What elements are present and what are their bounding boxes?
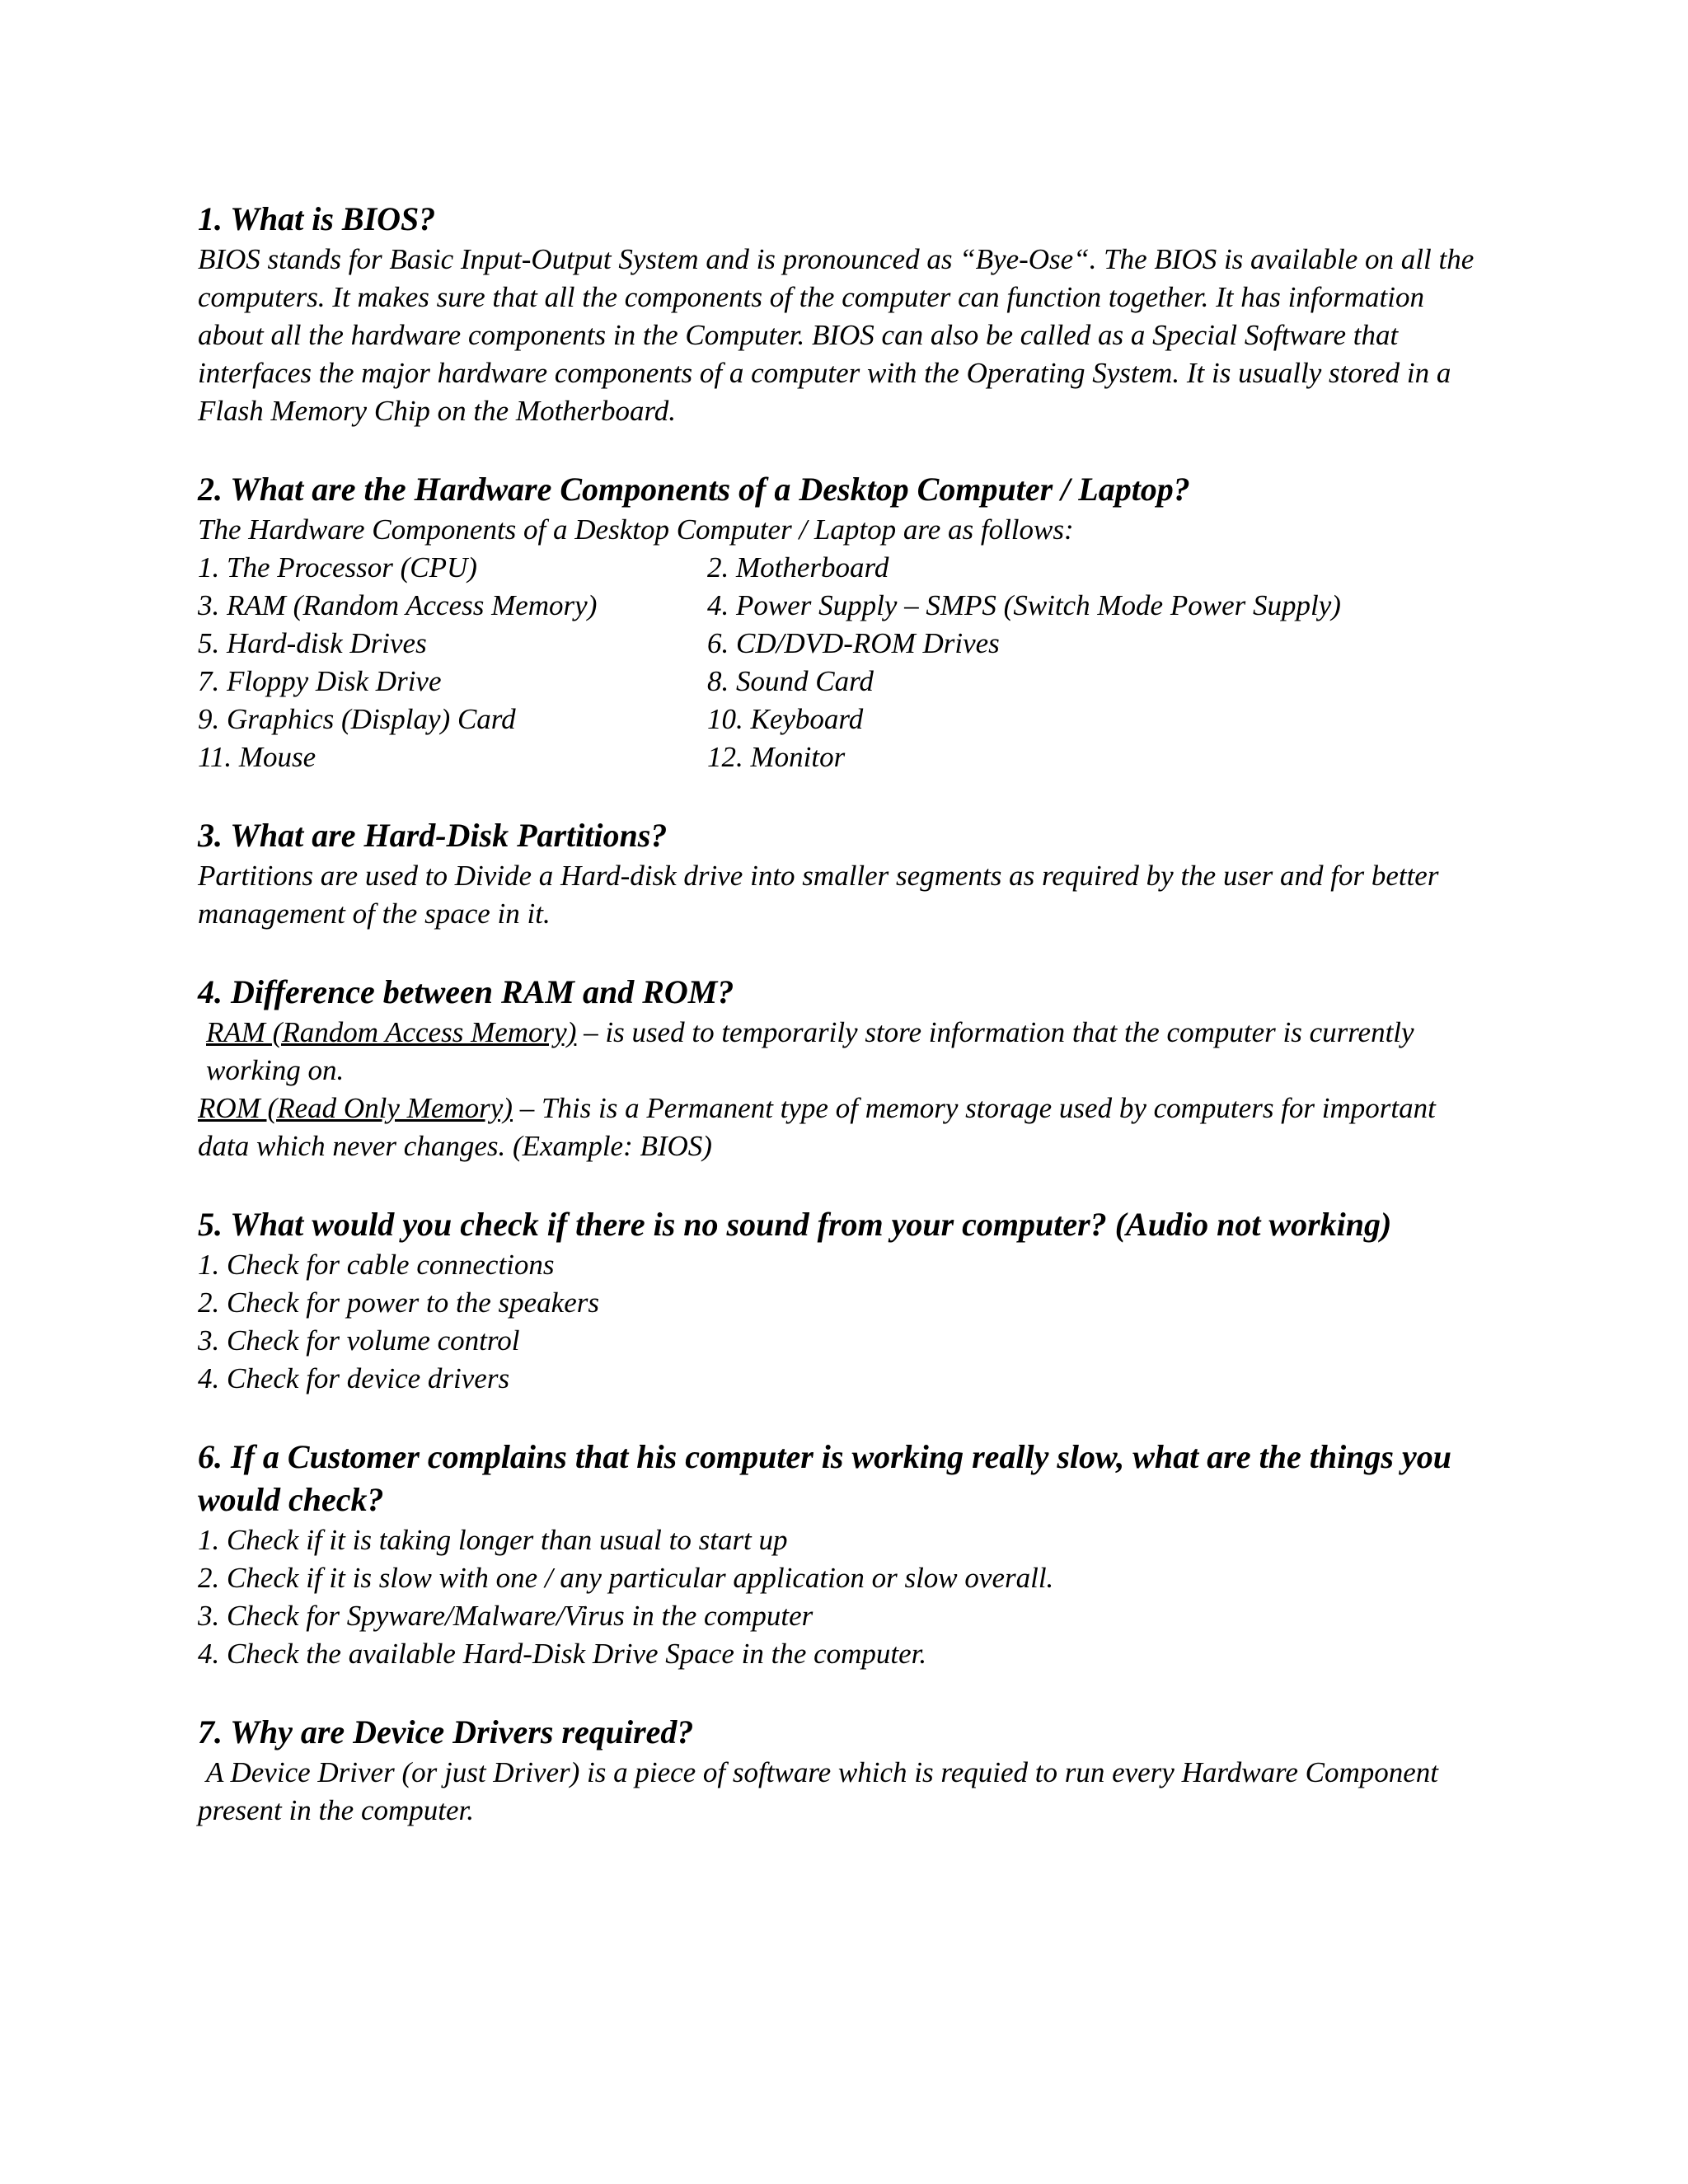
list-item: 6. CD/DVD-ROM Drives xyxy=(707,627,1000,659)
list-item: 2. Check for power to the speakers xyxy=(198,1286,599,1319)
section-paragraph: BIOS stands for Basic Input-Output System and is pronounced as “Bye-Ose“. The BIOS is available on all the computers. It makes sure that all the components of the computer can function together. It has information about all the hardware components in the Computer. BIOS can also be called as a Special Software that interfaces the major hardware components of a computer with the Operating System. It is usually stored in a Flash Memory Chip on the Motherboard. xyxy=(198,243,1475,427)
section-heading: 2. What are the Hardware Components of a Desktop Computer / Laptop? xyxy=(198,471,1190,508)
section-heading: 4. Difference between RAM and ROM? xyxy=(198,973,734,1010)
list-item: 9. Graphics (Display) Card xyxy=(198,703,516,735)
section-heading: 1. What is BIOS? xyxy=(198,200,436,237)
ram-definition xyxy=(198,1014,1492,1090)
list-item: 3. Check for volume control xyxy=(198,1324,520,1357)
list-item: 1. Check if it is taking longer than usual to start up xyxy=(198,1524,788,1556)
list-item: 10. Keyboard xyxy=(707,703,864,735)
section-no-sound xyxy=(198,1203,1492,1398)
components-list xyxy=(198,549,1492,776)
section-heading: 7. Why are Device Drivers required? xyxy=(198,1713,694,1750)
section-ram-rom xyxy=(198,971,1492,1165)
list-item: 12. Monitor xyxy=(707,741,846,773)
document-content xyxy=(198,198,1492,1868)
list-item: 2. Check if it is slow with one / any particular application or slow overall. xyxy=(198,1562,1054,1594)
list-item: 11. Mouse xyxy=(198,741,316,773)
section-heading: 5. What would you check if there is no sound from your computer? (Audio not working) xyxy=(198,1206,1392,1243)
list-item: 1. Check for cable connections xyxy=(198,1249,555,1281)
list-item: 3. RAM (Random Access Memory) xyxy=(198,589,598,621)
list-item: 4. Check for device drivers xyxy=(198,1362,510,1394)
section-hardware-components xyxy=(198,468,1492,776)
section-slow-computer xyxy=(198,1436,1492,1673)
section-heading: 3. What are Hard-Disk Partitions? xyxy=(198,817,668,854)
list-item: 4. Check the available Hard-Disk Drive Space in the computer. xyxy=(198,1638,927,1670)
section-paragraph: Partitions are used to Divide a Hard-disk drive into smaller segments as required by the user and for better management of the space in it. xyxy=(198,860,1439,930)
ram-term: RAM (Random Access Memory) xyxy=(206,1016,577,1048)
section-partitions xyxy=(198,814,1492,933)
section-paragraph: A Device Driver (or just Driver) is a piece of software which is requied to run every Hardware Component present in the computer. xyxy=(198,1756,1439,1826)
list-item: 1. The Processor (CPU) xyxy=(198,551,477,583)
list-item: 3. Check for Spyware/Malware/Virus in the computer xyxy=(198,1600,814,1632)
section-heading: 6. If a Customer complains that his computer is working really slow, what are the things you would check? xyxy=(198,1438,1451,1518)
list-item: 8. Sound Card xyxy=(707,665,874,697)
list-item: 5. Hard-disk Drives xyxy=(198,627,427,659)
rom-definition xyxy=(198,1090,1492,1165)
list-item: 4. Power Supply – SMPS (Switch Mode Power Supply) xyxy=(707,589,1341,621)
list-item: 2. Motherboard xyxy=(707,551,889,583)
section-intro: The Hardware Components of a Desktop Computer / Laptop are as follows: xyxy=(198,513,1074,546)
section-bios xyxy=(198,198,1492,430)
rom-description: – This is a Permanent type of memory storage used by computers for important data which never changes. (Example: BIOS) xyxy=(198,1092,1436,1162)
list-item: 7. Floppy Disk Drive xyxy=(198,665,442,697)
rom-term: ROM (Read Only Memory) xyxy=(198,1092,513,1124)
section-device-drivers xyxy=(198,1711,1492,1830)
ram-description: – is used to temporarily store information that the computer is currently working on. xyxy=(206,1016,1414,1086)
